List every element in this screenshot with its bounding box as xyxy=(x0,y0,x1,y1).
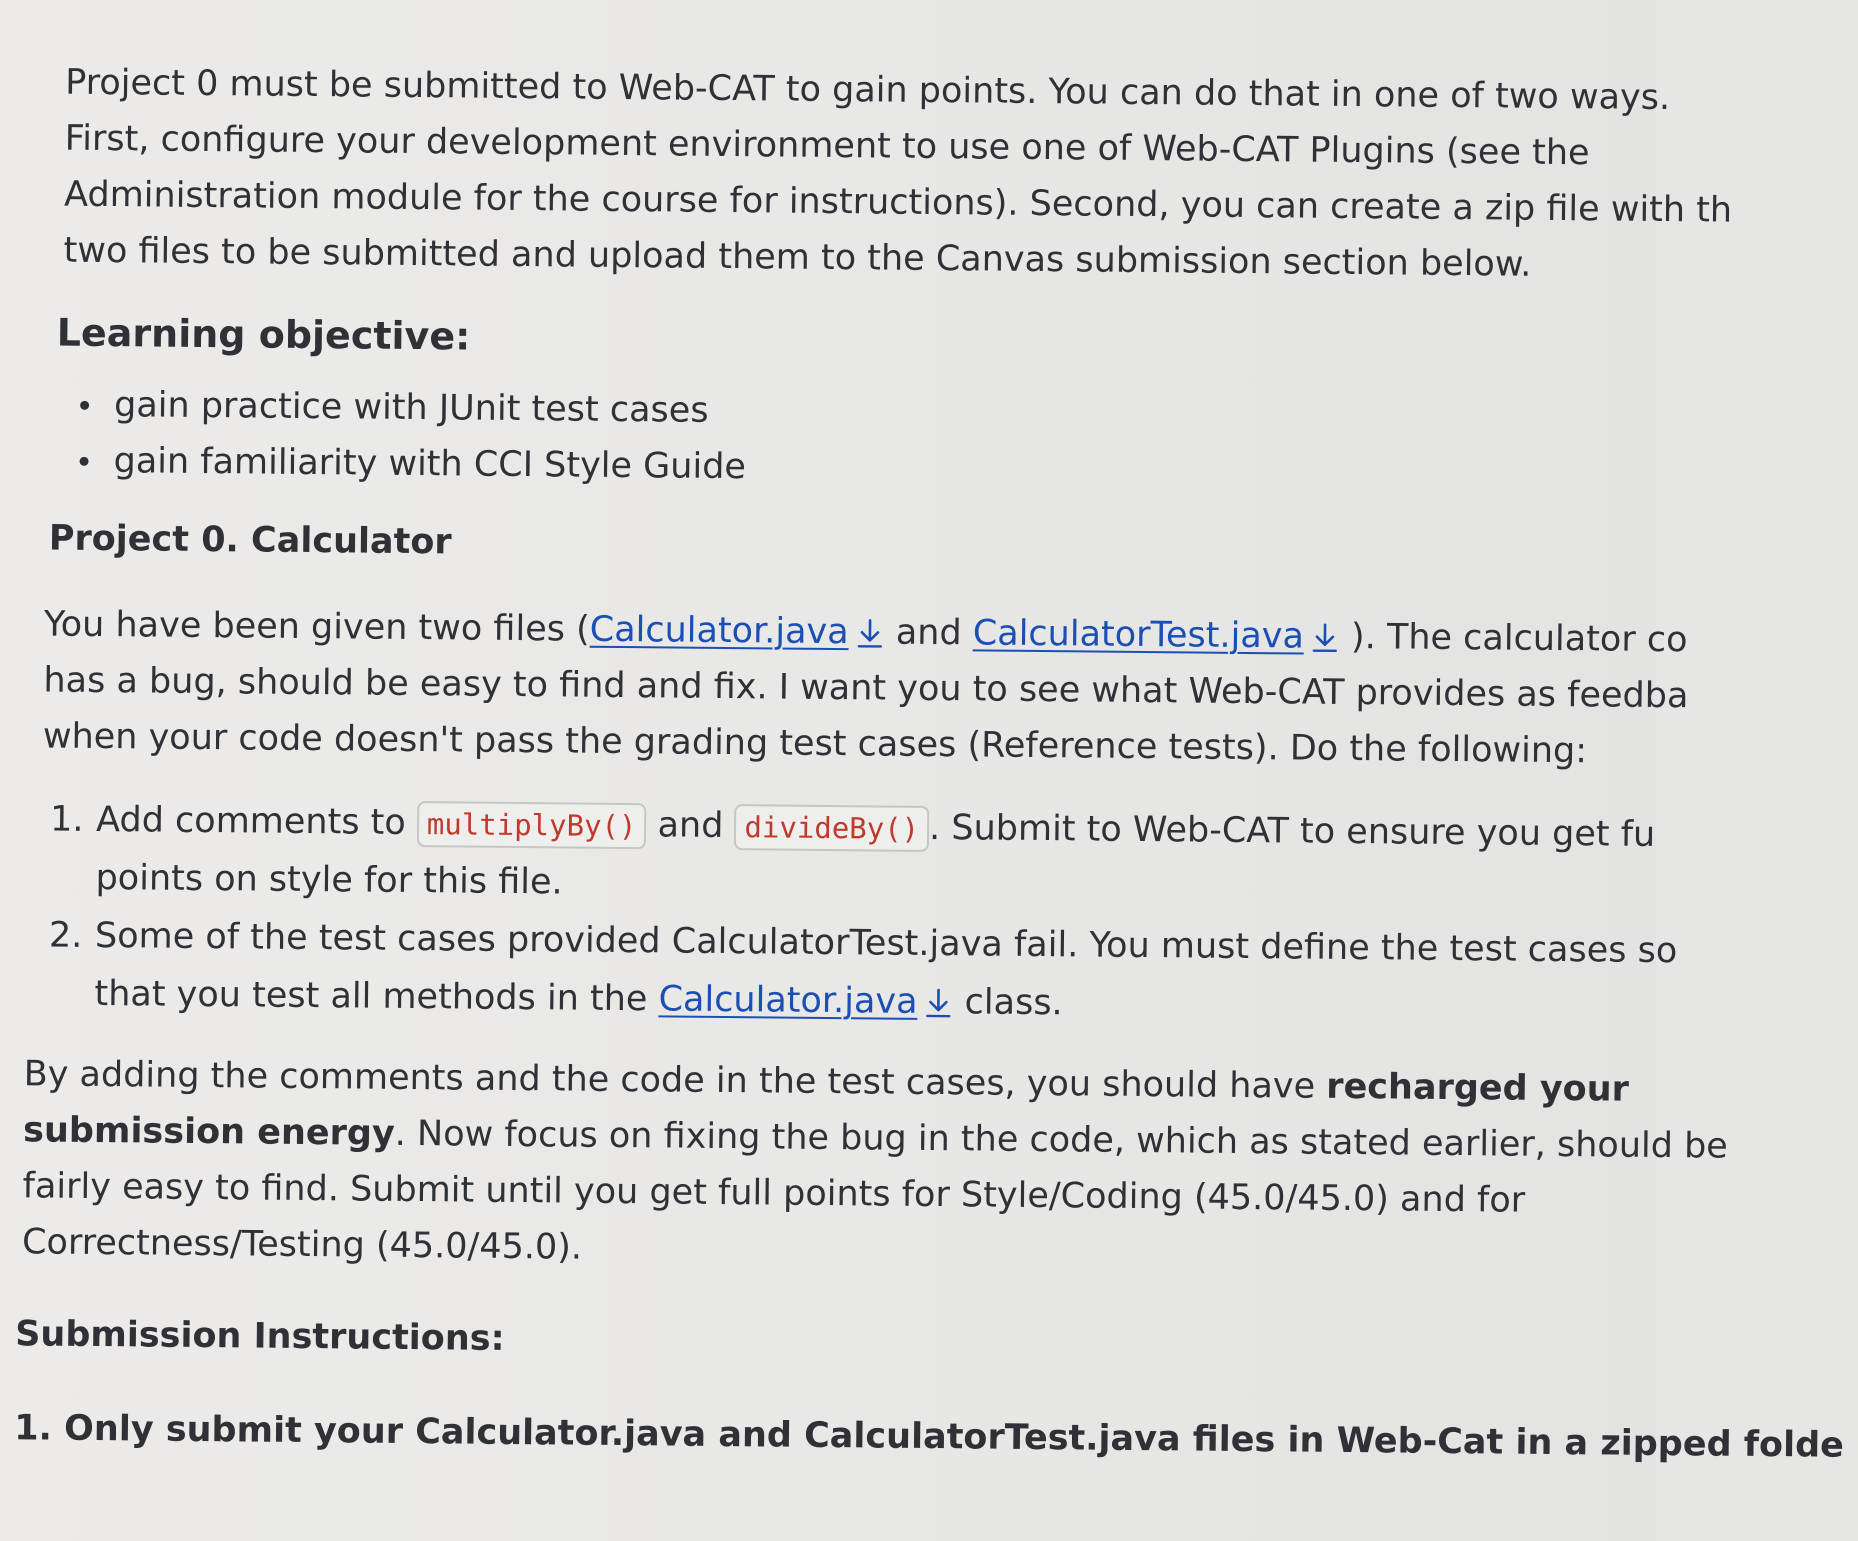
learning-objective-list xyxy=(73,377,746,495)
project-heading: Project 0. Calculator xyxy=(48,518,452,563)
submission-heading: Submission Instructions: xyxy=(15,1314,505,1359)
list-item: gain familiarity with CCI Style Guide xyxy=(73,433,746,495)
list-item: gain practice with JUnit test cases xyxy=(74,377,747,439)
energy-line-4: Correctness/Testing (45.0/45.0). xyxy=(21,1222,583,1268)
step-number: 1. xyxy=(49,799,84,840)
energy-text-a: By adding the comments and the code in the test cases, you should have xyxy=(23,1054,1327,1107)
step-1-text-a: Add comments to xyxy=(95,799,418,844)
learning-objective-heading: Learning objective: xyxy=(56,310,471,359)
intro-line-2: First, configure your development environment to use one of Web-CAT Plugins (see the xyxy=(64,118,1590,174)
multiplyby-code: multiplyBy() xyxy=(417,801,647,849)
step-2-text-a: that you test all methods in the xyxy=(94,973,659,1020)
submission-item-1 xyxy=(14,1408,1844,1466)
list-item xyxy=(49,791,1678,923)
submission-item-number: 1. xyxy=(14,1408,53,1449)
project-desc-line-2: has a bug, should be easy to find and fix. I want you to see what Web-CAT provides as feedba xyxy=(43,660,1689,717)
energy-paragraph xyxy=(22,1046,1729,1286)
intro-line-3: Administration module for the course for instructions). Second, you can create a zip file with th xyxy=(63,174,1733,231)
energy-bold-a: recharged your xyxy=(1326,1066,1630,1110)
step-1-text-c: . Submit to Web-CAT to ensure you get fu xyxy=(928,807,1656,855)
energy-bold-b: submission energy xyxy=(22,1110,395,1154)
download-arrow-icon[interactable] xyxy=(1310,620,1340,654)
download-arrow-icon[interactable] xyxy=(923,985,953,1019)
project-desc-text-c: ). The calculator co xyxy=(1339,616,1688,661)
step-1-line-2: points on style for this file. xyxy=(95,857,563,903)
calculator-java-link[interactable]: Calculator.java xyxy=(658,979,918,1022)
step-number: 2. xyxy=(48,915,83,956)
download-arrow-icon[interactable] xyxy=(855,615,885,649)
energy-text-b: . Now focus on fixing the bug in the code, which as stated earlier, should be xyxy=(394,1113,1729,1167)
project-steps-list xyxy=(48,791,1678,1039)
project-desc-line-3: when your code doesn't pass the grading test cases (Reference tests). Do the following: xyxy=(42,716,1588,772)
step-1-text-b: and xyxy=(646,805,735,847)
project-desc-text-a: You have been given two files ( xyxy=(43,604,590,650)
project-desc-text-b: and xyxy=(884,612,974,654)
list-item xyxy=(48,907,1677,1039)
project-description xyxy=(43,596,1690,780)
calculator-test-java-link[interactable]: CalculatorTest.java xyxy=(972,613,1305,657)
intro-line-4: two files to be submitted and upload them to the Canvas submission section below. xyxy=(63,230,1532,285)
intro-line-1: Project 0 must be submitted to Web-CAT to gain points. You can do that in one of two ways. xyxy=(65,62,1671,119)
calculator-java-link[interactable]: Calculator.java xyxy=(589,609,849,653)
divideby-code: divideBy() xyxy=(734,804,929,852)
intro-paragraph xyxy=(63,55,1733,295)
step-2-line-1: Some of the test cases provided CalculatorTest.java fail. You must define the test cases so xyxy=(94,915,1678,972)
step-2-text-b: class. xyxy=(953,982,1063,1024)
submission-item-text: Only submit your Calculator.java and CalculatorTest.java files in Web-Cat in a zipped folde xyxy=(63,1408,1845,1466)
energy-line-3: fairly easy to find. Submit until you get full points for Style/Coding (45.0/45.0) and for xyxy=(22,1166,1526,1221)
